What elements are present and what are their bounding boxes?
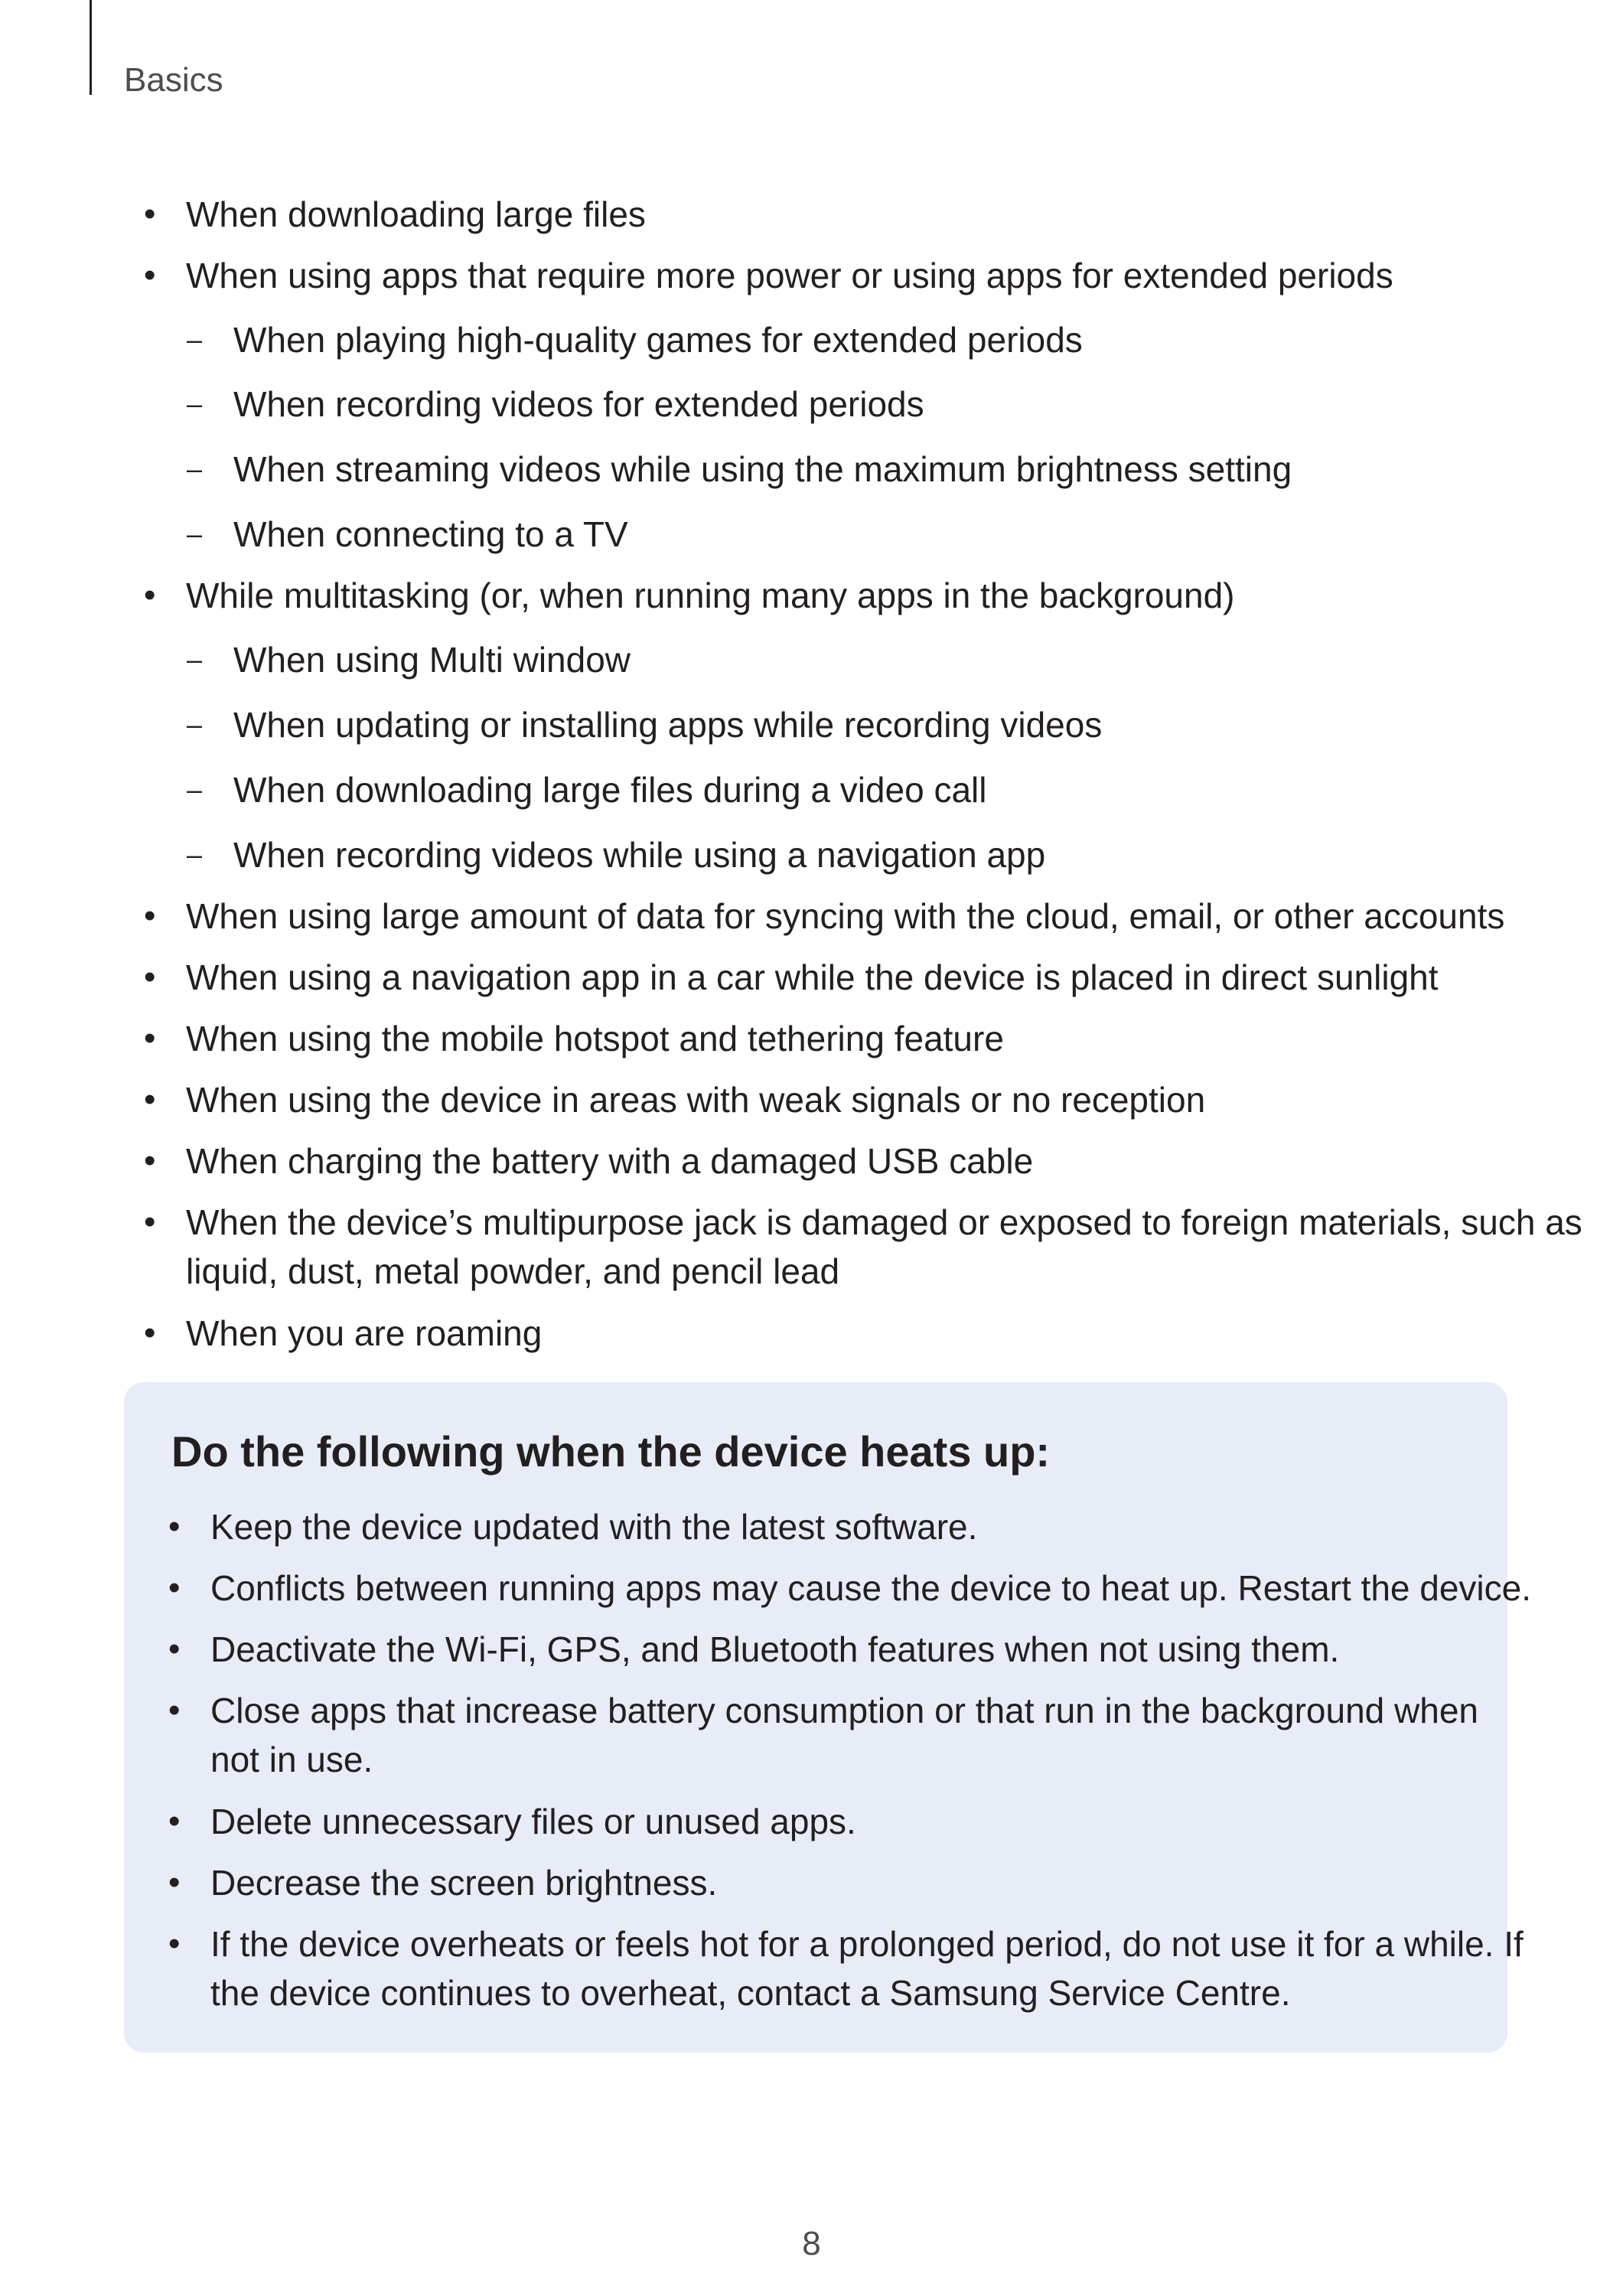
list-item: When the device’s multipurpose jack is damaged or exposed to foreign materials, such as xyxy=(186,1202,1582,1242)
list-item: When you are roaming xyxy=(186,1313,543,1353)
list-item: When using the mobile hotspot and tethering feature xyxy=(186,1019,1004,1058)
bullet-icon: • xyxy=(144,1142,156,1179)
sub-list-item: When updating or installing apps while recording videos xyxy=(233,705,1103,745)
dash-icon: – xyxy=(187,709,203,740)
callout-item: Decrease the screen brightness. xyxy=(210,1863,718,1903)
dash-icon: – xyxy=(187,453,203,484)
dash-icon: – xyxy=(187,839,203,870)
sub-list-item: When streaming videos while using the maximum brightness setting xyxy=(233,449,1292,489)
sub-list-item: When playing high-quality games for extended periods xyxy=(233,320,1083,360)
bullet-icon: • xyxy=(168,1802,181,1840)
callout-item: Deactivate the Wi-Fi, GPS, and Bluetooth features when not using them. xyxy=(210,1629,1340,1669)
callout-item: If the device overheats or feels hot for a prolonged period, do not use it for a while. If xyxy=(210,1924,1524,1964)
bullet-icon: • xyxy=(168,1691,181,1729)
callout-item-continuation: the device continues to overheat, contact a Samsung Service Centre. xyxy=(210,1973,1291,2013)
list-item-continuation: liquid, dust, metal powder, and pencil lead xyxy=(186,1251,840,1291)
dash-icon: – xyxy=(187,644,203,675)
bullet-icon: • xyxy=(144,256,156,294)
bullet-icon: • xyxy=(144,897,156,934)
bullet-icon: • xyxy=(144,1314,156,1352)
bullet-icon: • xyxy=(144,576,156,614)
bullet-icon: • xyxy=(168,1864,181,1901)
callout-item: Keep the device updated with the latest software. xyxy=(210,1507,978,1547)
sub-list-item: When connecting to a TV xyxy=(233,514,628,554)
bullet-icon: • xyxy=(168,1630,181,1668)
bullet-icon: • xyxy=(168,1508,181,1545)
callout-item: Close apps that increase battery consumption or that run in the background when xyxy=(210,1691,1478,1730)
list-item: When downloading large files xyxy=(186,194,646,234)
sub-list-item: When downloading large files during a video call xyxy=(233,770,987,810)
dash-icon: – xyxy=(187,518,203,550)
callout-title: Do the following when the device heats up: xyxy=(171,1427,1051,1476)
callout-item: Delete unnecessary files or unused apps. xyxy=(210,1802,856,1841)
list-item: When using large amount of data for syncing with the cloud, email, or other accounts xyxy=(186,896,1505,936)
list-item: While multitasking (or, when running many apps in the background) xyxy=(186,576,1235,615)
callout-item: Conflicts between running apps may cause the device to heat up. Restart the device. xyxy=(210,1568,1532,1608)
bullet-icon: • xyxy=(144,958,156,996)
list-item: When using the device in areas with weak signals or no reception xyxy=(186,1080,1206,1120)
bullet-icon: • xyxy=(144,1081,156,1118)
sub-list-item: When recording videos while using a navigation app xyxy=(233,835,1046,875)
header-divider xyxy=(90,0,92,95)
bullet-icon: • xyxy=(144,1203,156,1241)
callout-item-continuation: not in use. xyxy=(210,1740,373,1779)
sub-list-item: When recording videos for extended periods xyxy=(233,384,924,424)
sub-list-item: When using Multi window xyxy=(233,640,631,680)
dash-icon: – xyxy=(187,324,203,355)
list-item: When charging the battery with a damaged USB cable xyxy=(186,1141,1034,1181)
dash-icon: – xyxy=(187,774,203,805)
bullet-icon: • xyxy=(144,195,156,233)
list-item: When using apps that require more power or using apps for extended periods xyxy=(186,256,1393,295)
bullet-icon: • xyxy=(168,1925,181,1962)
section-label: Basics xyxy=(124,61,223,99)
list-item: When using a navigation app in a car while the device is placed in direct sunlight xyxy=(186,957,1439,997)
dash-icon: – xyxy=(187,388,203,419)
page-number: 8 xyxy=(802,2225,821,2262)
bullet-icon: • xyxy=(168,1569,181,1606)
bullet-icon: • xyxy=(144,1019,156,1057)
